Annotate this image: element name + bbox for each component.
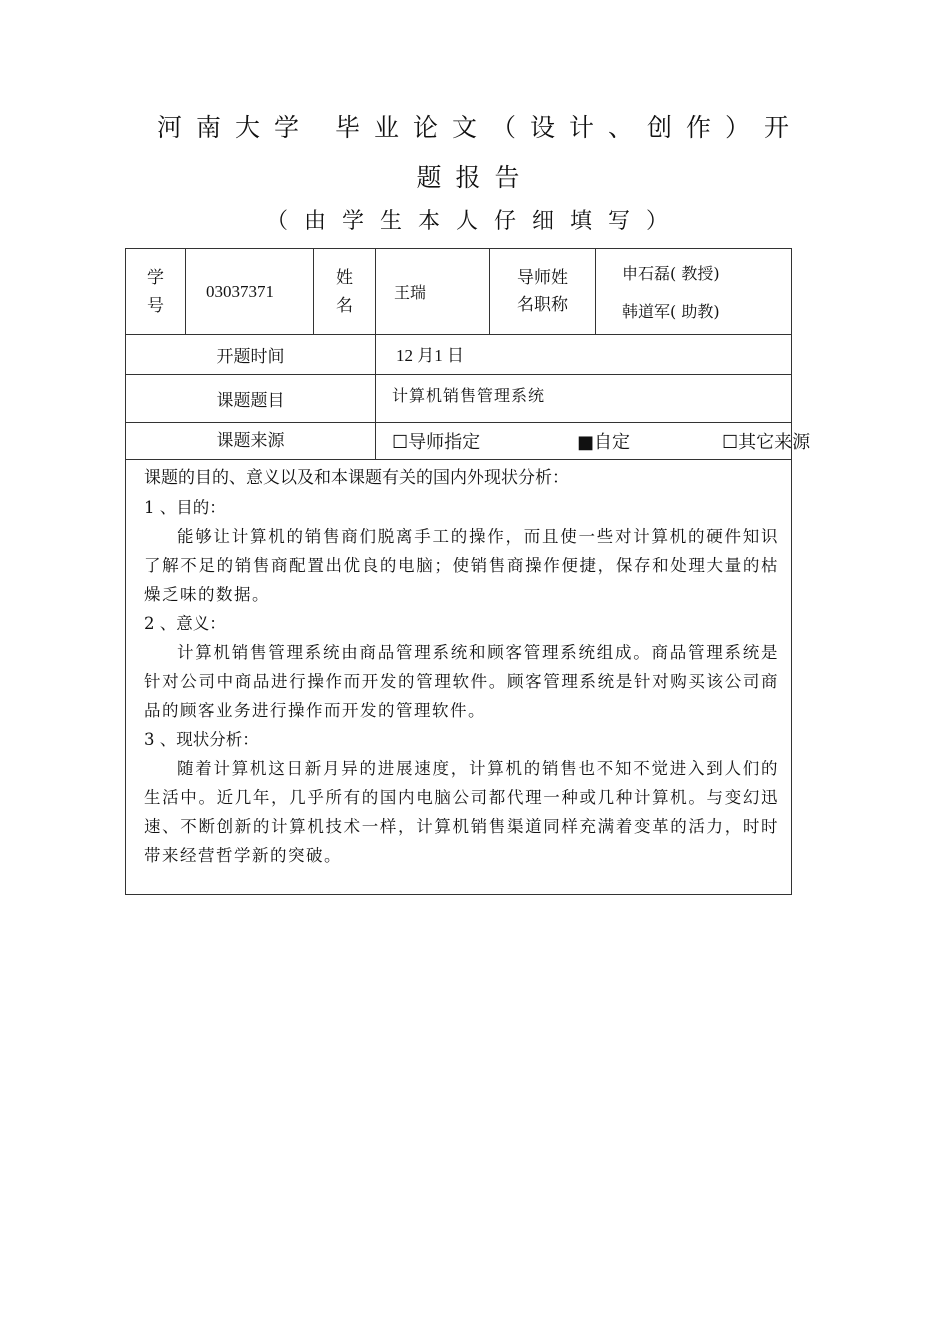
form-row-topic <box>126 375 792 423</box>
analysis-content <box>126 460 792 895</box>
source-option-other[interactable]: ☐其它来源 <box>722 432 811 453</box>
form-row-analysis <box>126 460 792 895</box>
advisor-label: 导师姓名职称 <box>490 249 596 335</box>
source-option-advisor[interactable]: ☐导师指定 <box>392 432 481 453</box>
advisor-list <box>596 249 792 335</box>
section-body-significance: 计算机销售管理系统由商品管理系统和顾客管理系统组成。商品管理系统是针对公司中商品进行操作而开发的管理软件。顾客管理系统是针对购买该公司商品的顾客业务进行操作而开发的管理软件。 <box>144 643 779 720</box>
form-row-start-time <box>126 335 792 375</box>
start-time-value: 12 月1 日 <box>376 335 792 375</box>
advisor-entry: 韩道军( 助教) <box>622 302 720 321</box>
section-body-status: 随着计算机这日新月异的进展速度，计算机的销售也不知不觉进入到人们的生活中。近几年，几乎所有的国内电脑公司都代理一种或几种计算机。与变幻迅速、不断创新的计算机技术一样，计算机销售渠道同样充满着变革的活力，时时带来经营哲学新的突破。 <box>144 759 779 865</box>
advisor-entry: 申石磊( 教授) <box>622 264 720 283</box>
proposal-form-table <box>125 248 811 895</box>
start-time-label: 开题时间 <box>126 335 376 375</box>
section-title-status: 3 、现状分析： <box>144 730 259 749</box>
section-title-significance: 2 、意义： <box>144 614 226 633</box>
checkbox-empty-icon[interactable]: ☐ <box>392 432 409 453</box>
form-row-identity <box>126 249 792 335</box>
checkbox-checked-icon[interactable]: ■ <box>577 432 595 453</box>
name-label: 姓名 <box>314 249 376 335</box>
topic-value: 计算机销售管理系统 <box>376 375 792 423</box>
student-id-value: 03037371 <box>186 249 314 335</box>
source-label: 课题来源 <box>126 423 376 460</box>
section-body-purpose: 能够让计算机的销售商们脱离手工的操作，而且使一些对计算机的硬件知识了解不足的销售商配置出优良的电脑；使销售商操作便捷，保存和处理大量的枯燥乏味的数据。 <box>144 527 779 604</box>
topic-label: 课题题目 <box>126 375 376 423</box>
section-title-purpose: 1 、目的： <box>144 498 226 517</box>
checkbox-empty-icon[interactable]: ☐ <box>722 432 739 453</box>
form-row-source <box>126 423 792 460</box>
report-subtitle: （由学生本人仔细填写） <box>265 209 684 234</box>
name-value: 王瑞 <box>376 249 490 335</box>
report-title-line2: 题报告 <box>416 163 534 192</box>
student-id-label: 学号 <box>126 249 186 335</box>
source-option-self[interactable]: ■自定 <box>577 432 631 453</box>
report-title-line1: 河南大学 毕业论文（设计、创作）开 <box>157 113 803 142</box>
source-options <box>376 423 811 460</box>
analysis-heading: 课题的目的、意义以及和本课题有关的国内外现状分析： <box>144 468 569 488</box>
